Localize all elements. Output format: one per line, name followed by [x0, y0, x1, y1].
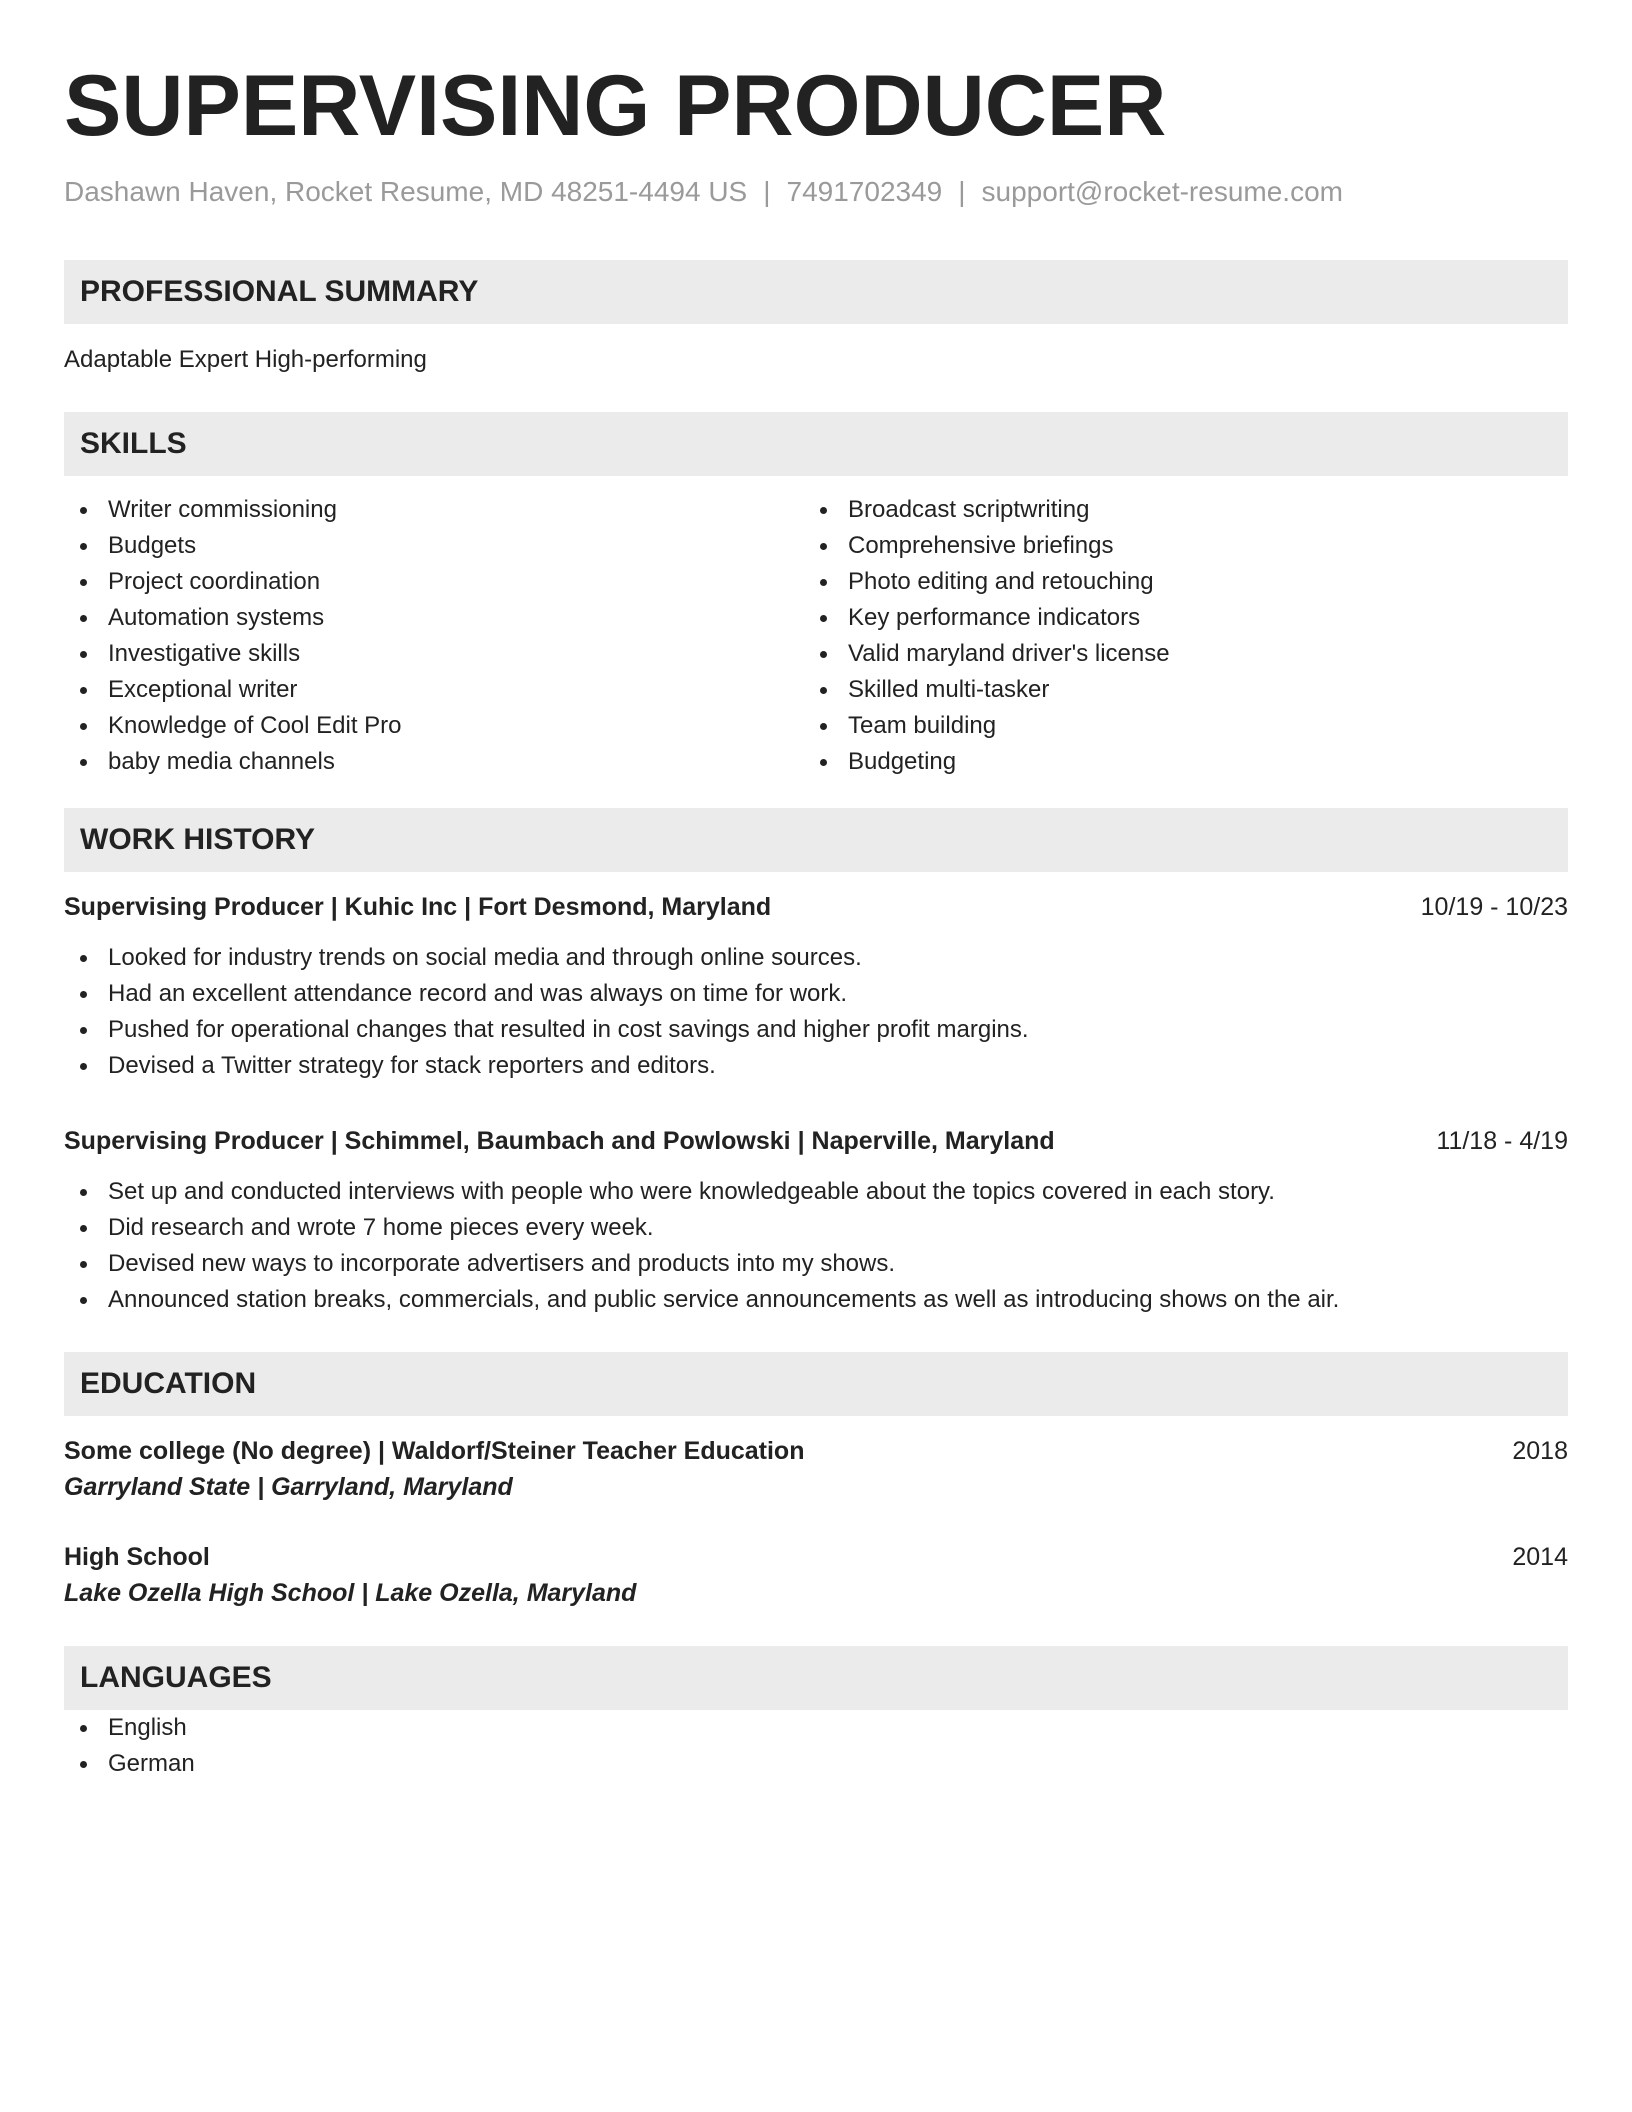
contact-address: Dashawn Haven, Rocket Resume, MD 48251-4494 US — [64, 176, 748, 207]
skill-item: Exceptional writer — [64, 672, 804, 708]
skill-item: Automation systems — [64, 600, 804, 636]
skills-column-left — [64, 492, 804, 780]
skill-item: Photo editing and retouching — [804, 564, 1544, 600]
contact-separator: | — [958, 176, 966, 207]
job-header — [64, 1124, 1568, 1158]
education-header — [64, 1540, 1568, 1574]
education-degree: Some college (No degree) | Waldorf/Steiner Teacher Education — [64, 1437, 805, 1465]
job-dates: 11/18 - 4/19 — [1436, 1127, 1568, 1155]
skill-item: Comprehensive briefings — [804, 528, 1544, 564]
skill-item: Key performance indicators — [804, 600, 1544, 636]
education-header — [64, 1434, 1568, 1468]
skill-item: baby media channels — [64, 744, 804, 780]
language-item: German — [64, 1746, 1568, 1782]
section-heading-work-history: WORK HISTORY — [64, 808, 1568, 872]
education-year: 2018 — [1512, 1437, 1568, 1465]
job-bullet: Devised new ways to incorporate advertisers and products into my shows. — [64, 1246, 1568, 1282]
skill-item: Budgets — [64, 528, 804, 564]
skill-item: Team building — [804, 708, 1544, 744]
skill-item: Skilled multi-tasker — [804, 672, 1544, 708]
education-school: Garryland State | Garryland, Maryland — [64, 1473, 513, 1501]
summary-text: Adaptable Expert High-performing — [64, 346, 427, 373]
job-entry — [64, 1124, 1568, 1318]
skill-item: Investigative skills — [64, 636, 804, 672]
section-heading-skills: SKILLS — [64, 412, 1568, 476]
skills-grid — [64, 492, 1568, 780]
skill-item: Project coordination — [64, 564, 804, 600]
resume-title: SUPERVISING PRODUCER — [64, 58, 1167, 154]
skill-item: Budgeting — [804, 744, 1544, 780]
education-degree: High School — [64, 1543, 210, 1571]
job-bullet: Pushed for operational changes that resulted in cost savings and higher profit margins. — [64, 1012, 1568, 1048]
languages-list — [64, 1710, 1568, 1782]
skills-column-right — [804, 492, 1544, 780]
job-title: Supervising Producer | Kuhic Inc | Fort Desmond, Maryland — [64, 893, 772, 921]
job-bullet: Announced station breaks, commercials, and public service announcements as well as introducing shows on the air. — [64, 1282, 1568, 1318]
contact-phone: 7491702349 — [786, 176, 943, 207]
job-bullet: Looked for industry trends on social media and through online sources. — [64, 940, 1568, 976]
skill-item: Broadcast scriptwriting — [804, 492, 1544, 528]
skill-item: Writer commissioning — [64, 492, 804, 528]
section-heading-education: EDUCATION — [64, 1352, 1568, 1416]
contact-line — [64, 174, 1568, 210]
education-entry — [64, 1434, 1568, 1506]
job-bullets — [64, 1174, 1568, 1318]
job-title: Supervising Producer | Schimmel, Baumbach and Powlowski | Naperville, Maryland — [64, 1127, 1055, 1155]
contact-separator: | — [763, 176, 771, 207]
job-dates: 10/19 - 10/23 — [1420, 893, 1568, 921]
education-year: 2014 — [1512, 1543, 1568, 1571]
job-entry — [64, 890, 1568, 1084]
language-item: English — [64, 1710, 1568, 1746]
job-bullet: Devised a Twitter strategy for stack reporters and editors. — [64, 1048, 1568, 1084]
skill-item: Knowledge of Cool Edit Pro — [64, 708, 804, 744]
job-header — [64, 890, 1568, 924]
section-heading-languages: LANGUAGES — [64, 1646, 1568, 1710]
education-school: Lake Ozella High School | Lake Ozella, Maryland — [64, 1579, 637, 1607]
job-bullet: Set up and conducted interviews with people who were knowledgeable about the topics covered in each story. — [64, 1174, 1568, 1210]
skill-item: Valid maryland driver's license — [804, 636, 1544, 672]
contact-email: support@rocket-resume.com — [981, 176, 1343, 207]
job-bullet: Had an excellent attendance record and was always on time for work. — [64, 976, 1568, 1012]
education-entry — [64, 1540, 1568, 1612]
job-bullet: Did research and wrote 7 home pieces every week. — [64, 1210, 1568, 1246]
job-bullets — [64, 940, 1568, 1084]
section-heading-summary: PROFESSIONAL SUMMARY — [64, 260, 1568, 324]
